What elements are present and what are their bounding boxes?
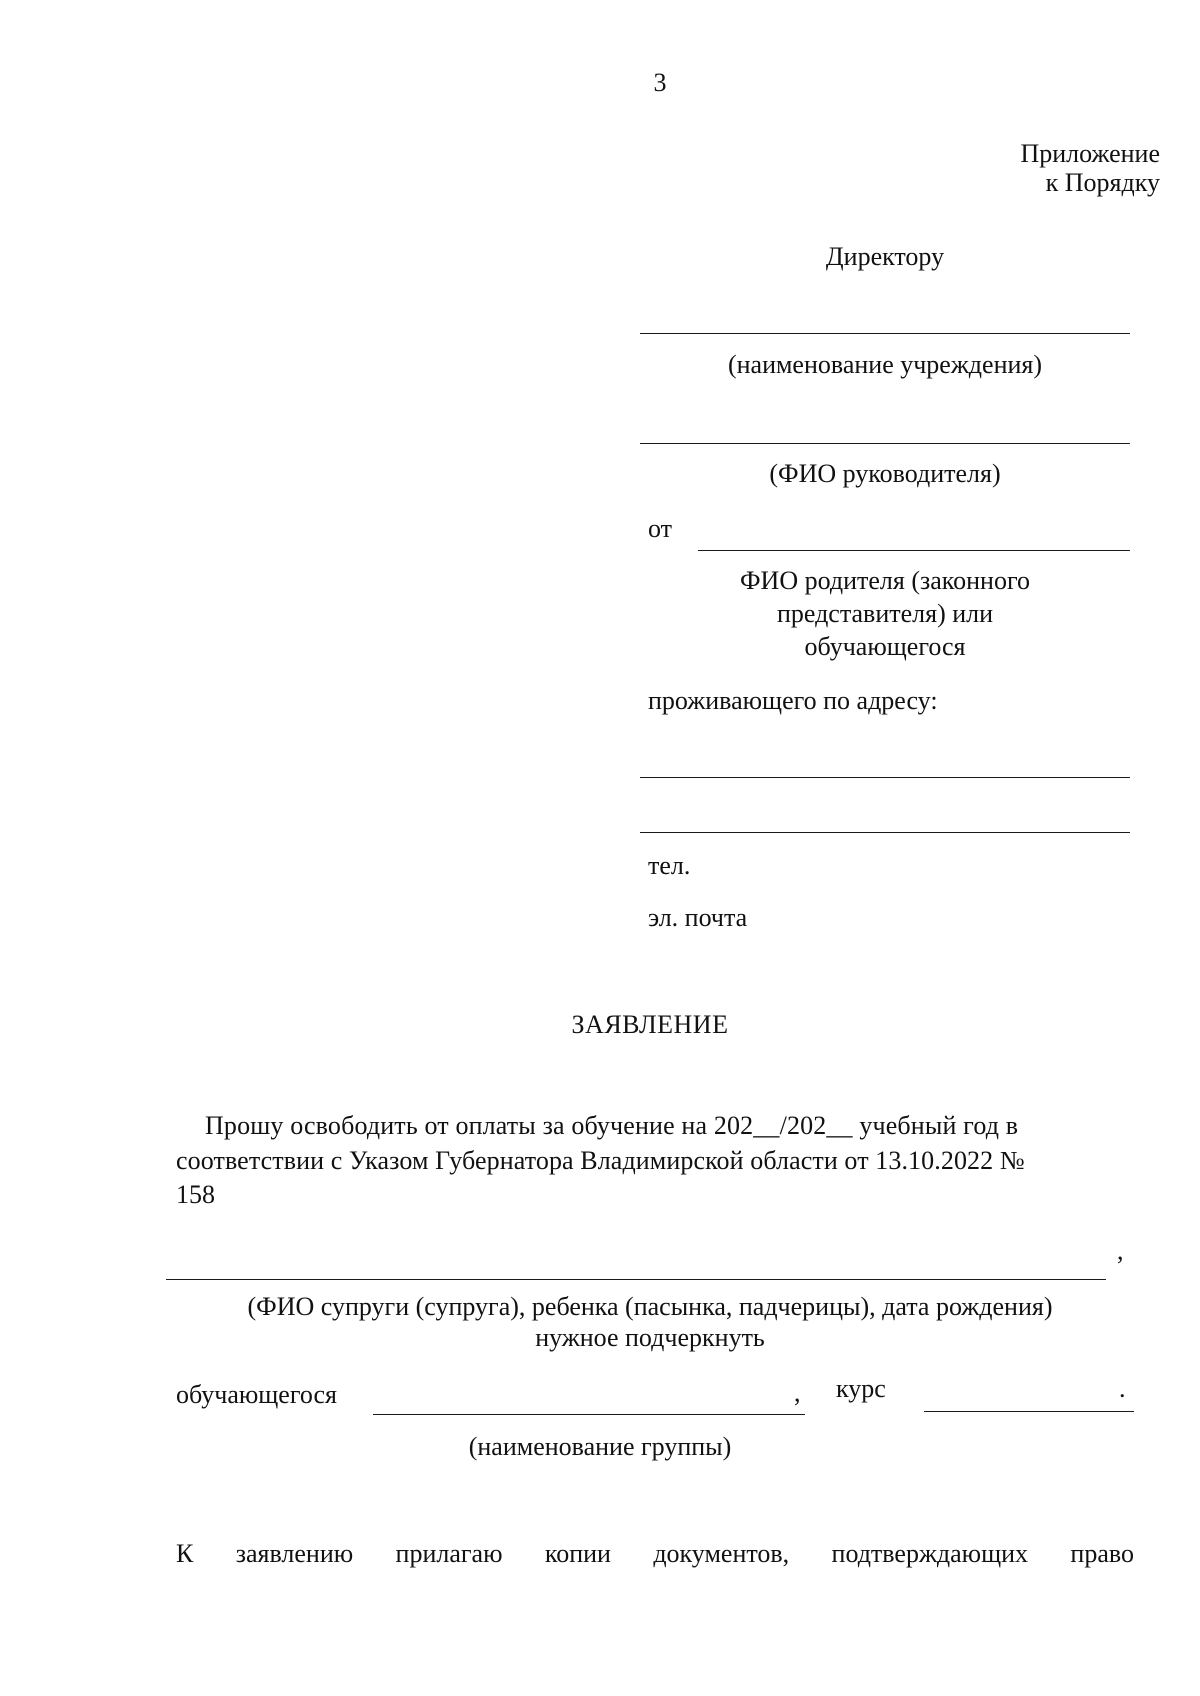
applicant-caption-1: ФИО родителя (законного bbox=[740, 566, 1030, 595]
head-name-line bbox=[640, 443, 1130, 444]
attachments-word: прилагаю bbox=[395, 1539, 503, 1568]
course-line bbox=[924, 1411, 1134, 1412]
person-caption: (ФИО супруги (супруга), ребенка (пасынка, падчерицы), дата рождения) bbox=[247, 1292, 1053, 1321]
email-label: эл. почта bbox=[648, 903, 748, 932]
applicant-caption-2: представителя) или bbox=[776, 599, 994, 628]
document-title: ЗАЯВЛЕНИЕ bbox=[571, 1010, 729, 1039]
appendix-line-1: Приложение bbox=[1020, 139, 1160, 168]
address-line-1 bbox=[640, 777, 1130, 778]
applicant-caption-3: обучающегося bbox=[804, 632, 966, 661]
underline-hint: нужное подчеркнуть bbox=[535, 1323, 765, 1352]
addressee-director: Директору bbox=[825, 242, 945, 271]
from-label: от bbox=[648, 514, 673, 543]
head-name-caption: (ФИО руководителя) bbox=[769, 459, 1001, 488]
appendix-line-2: к Порядку bbox=[1045, 168, 1160, 197]
course-label: курс bbox=[836, 1374, 886, 1403]
request-line-1: Прошу освободить от оплаты за обучение на 202__/202__ учебный год в bbox=[205, 1111, 1019, 1140]
group-caption: (наименование группы) bbox=[468, 1432, 732, 1461]
attachments-word: копии bbox=[544, 1539, 611, 1568]
request-line-2: соответствии с Указом Губернатора Владимирской области от 13.10.2022 № bbox=[176, 1146, 1025, 1175]
address-label: проживающего по адресу: bbox=[648, 686, 938, 715]
student-comma: , bbox=[794, 1378, 801, 1407]
course-period: . bbox=[1119, 1374, 1126, 1403]
institution-caption: (наименование учреждения) bbox=[727, 350, 1043, 379]
attachments-word: право bbox=[1070, 1539, 1134, 1568]
address-line-2 bbox=[640, 832, 1130, 833]
student-label: обучающегося bbox=[176, 1380, 338, 1409]
applicant-name-line bbox=[698, 550, 1130, 551]
attachments-line bbox=[176, 1539, 1134, 1569]
page-number: 3 bbox=[653, 68, 667, 97]
attachments-word: К bbox=[176, 1539, 194, 1568]
attachments-word: подтверждающих bbox=[831, 1539, 1029, 1568]
student-group-line bbox=[373, 1414, 805, 1415]
attachments-word: заявлению bbox=[235, 1539, 354, 1568]
person-name-line bbox=[166, 1279, 1106, 1280]
phone-label: тел. bbox=[648, 851, 691, 880]
person-line-comma: , bbox=[1117, 1236, 1124, 1265]
attachments-word: документов, bbox=[653, 1539, 790, 1568]
institution-line bbox=[640, 333, 1130, 334]
request-line-3: 158 bbox=[176, 1180, 215, 1209]
